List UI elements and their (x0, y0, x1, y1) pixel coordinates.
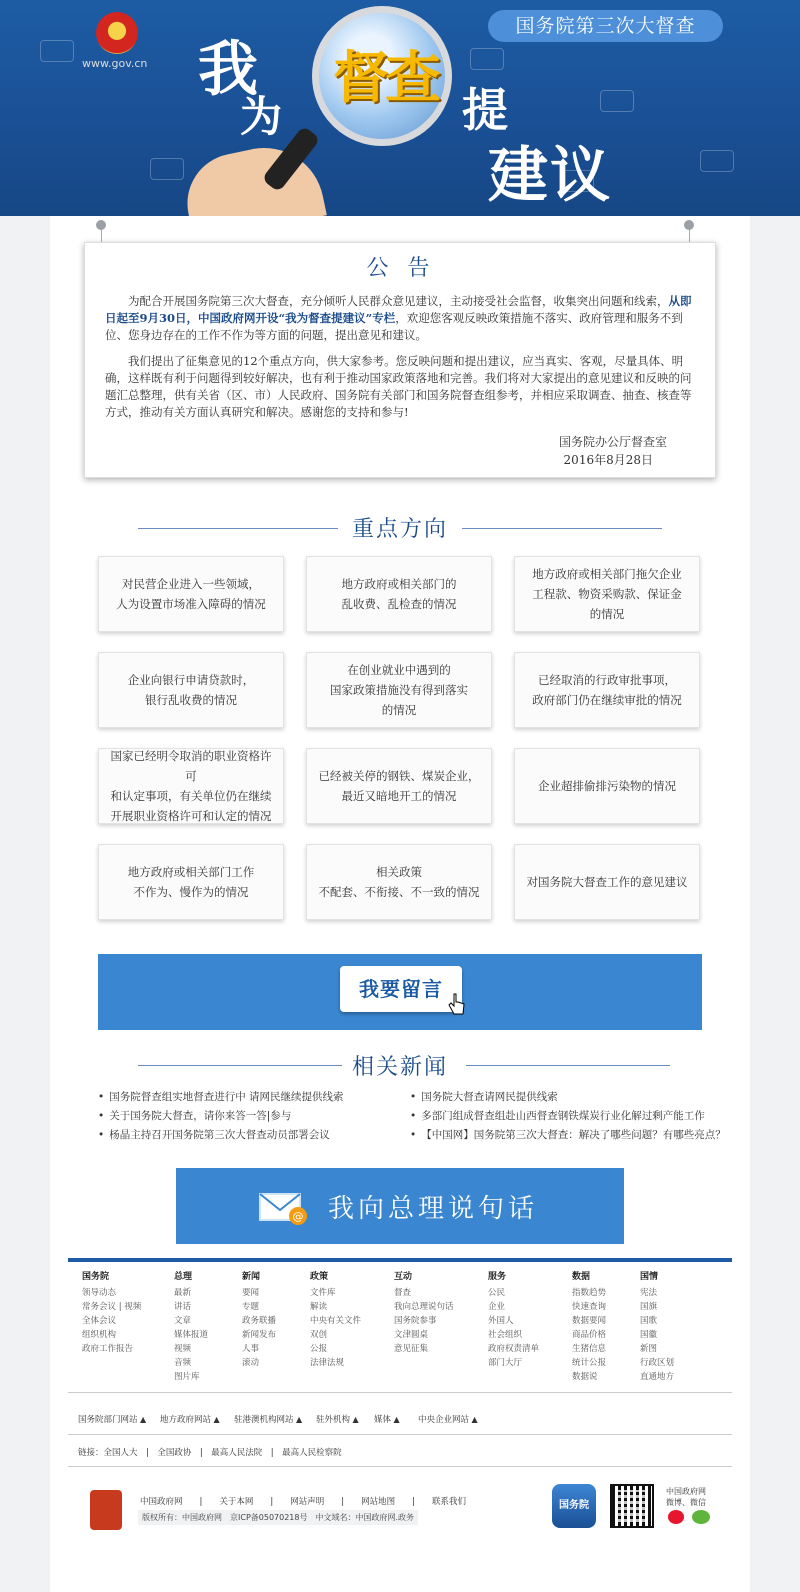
footer-link[interactable]: 快速查询 (572, 1302, 607, 1312)
focus-item[interactable]: 对国务院大督查工作的意见建议 (514, 844, 700, 920)
footer-link[interactable]: 新图 (640, 1344, 658, 1354)
focus-item[interactable]: 相关政策 不配套、不衔接、不一致的情况 (306, 844, 492, 920)
title-char-ti: 提 (462, 83, 508, 137)
envelope-icon (258, 1182, 308, 1226)
footer-link[interactable]: 生猪信息 (572, 1344, 607, 1354)
footer-link[interactable]: 我向总理说句话 (394, 1302, 454, 1312)
footer-link[interactable]: 文章 (174, 1316, 192, 1326)
footer-link[interactable]: 解读 (310, 1302, 328, 1312)
footer-top-bar (68, 1258, 732, 1262)
footer-column-head[interactable]: 总理 (174, 1272, 193, 1282)
footer-link[interactable]: 国歌 (640, 1316, 658, 1326)
footer-link[interactable]: 文津圆桌 (394, 1330, 429, 1340)
footer-links-row[interactable]: 链接：全国人大 | 全国政协 | 最高人民法院 | 最高人民检察院 (78, 1448, 342, 1458)
footer-divider (68, 1434, 732, 1435)
copyright: 版权所有：中国政府网 京ICP备05070218号 中文域名：中国政府网.政务 (138, 1510, 418, 1525)
footer-link[interactable]: 新闻发布 (242, 1330, 277, 1340)
footer-link[interactable]: 政府工作报告 (82, 1344, 134, 1354)
footer-link[interactable]: 社会组织 (488, 1330, 523, 1340)
footer-column (488, 1270, 539, 1370)
footer-column-head[interactable]: 政策 (310, 1272, 329, 1282)
footer-link[interactable]: 政府权责清单 (488, 1344, 540, 1354)
news-section-title: 相关新闻 (351, 1055, 448, 1080)
focus-item[interactable]: 已经取消的行政审批事项， 政府部门仍在继续审批的情况 (514, 652, 700, 728)
footer-link[interactable]: 国徽 (640, 1330, 658, 1340)
title-duzha: 督查 (333, 46, 437, 111)
footer-link[interactable]: 统计公报 (572, 1358, 607, 1368)
weibo-icon[interactable] (668, 1510, 684, 1524)
news-link[interactable]: • 【中国网】国务院第三次大督查：解决了哪些问题？有哪些亮点？ (410, 1127, 726, 1142)
national-emblem-icon (96, 12, 138, 54)
news-link[interactable]: • 国务院大督查请网民提供线索 (410, 1089, 558, 1104)
footer-link[interactable]: 中央有关文件 (310, 1316, 362, 1326)
dropdown-dept-sites[interactable]: 国务院部门网站 ▲ (78, 1413, 146, 1425)
footer-link[interactable]: 公报 (310, 1344, 328, 1354)
gov-seal-icon (90, 1490, 122, 1530)
footer-column (640, 1270, 674, 1384)
notice-highlight: 从即日起至9月30日，中国政府网开设“我为督查提建议”专栏 (105, 294, 692, 325)
footer-link[interactable]: 双创 (310, 1330, 328, 1340)
footer-link[interactable]: 媒体报道 (174, 1330, 209, 1340)
footer-link[interactable]: 企业 (488, 1302, 506, 1312)
footer-column-head[interactable]: 互动 (394, 1272, 413, 1282)
focus-item[interactable]: 企业向银行申请贷款时， 银行乱收费的情况 (98, 652, 284, 728)
footer-link[interactable]: 指数趋势 (572, 1288, 607, 1298)
pin-icon (96, 220, 106, 230)
focus-item[interactable]: 对民营企业进入一些领域， 人为设置市场准入障碍的情况 (98, 556, 284, 632)
focus-section-title: 重点方向 (351, 517, 448, 542)
footer-column (242, 1270, 276, 1370)
footer-link[interactable]: 常务会议 | 视频 (82, 1302, 142, 1312)
footer-link[interactable]: 公民 (488, 1288, 506, 1298)
footer-link[interactable]: 督查 (394, 1288, 412, 1298)
footer-column (82, 1270, 141, 1356)
app-icon[interactable]: 国务院 (552, 1484, 596, 1528)
notice-text: 为配合开展国务院第三次大督查，充分倾听人民群众意见建议，主动接受社会监督，收集突出问题和线索， (128, 294, 669, 308)
hand-cursor-icon (448, 992, 466, 1018)
focus-item[interactable]: 企业超排偷排污染物的情况 (514, 748, 700, 824)
focus-item[interactable]: 地方政府或相关部门的 乱收费、乱检查的情况 (306, 556, 492, 632)
site-url: www.gov.cn (82, 57, 148, 70)
social-label-1: 中国政府网 (666, 1487, 706, 1496)
footer-link[interactable]: 文件库 (310, 1288, 336, 1298)
footer-link[interactable]: 视频 (174, 1344, 192, 1354)
qr-code-icon (610, 1484, 654, 1528)
footer-link[interactable]: 最新 (174, 1288, 192, 1298)
footer-link[interactable]: 组织机构 (82, 1330, 117, 1340)
footer-column (394, 1270, 454, 1356)
footer-column (174, 1270, 208, 1384)
notice-text: ，欢迎您客观反映政策措施不落实、政府管理和服务不到位、您身边存在的工作不作为等方面的问题，提出意见和建议。 (105, 311, 683, 342)
footer-column (572, 1270, 606, 1384)
message-band (98, 954, 702, 1030)
footer-bottom-links[interactable]: 中国政府网 | 关于本网 | 网站声明 | 网站地图 | 联系我们 (140, 1497, 466, 1507)
pin-icon (684, 220, 694, 230)
footer-link[interactable]: 意见征集 (394, 1344, 429, 1354)
dropdown-soe-sites[interactable]: 中央企业网站 ▲ (418, 1413, 478, 1425)
footer-link[interactable]: 国务院参事 (394, 1316, 437, 1326)
dropdown-local-sites[interactable]: 地方政府网站 ▲ (160, 1413, 220, 1425)
dropdown-hk-macao-sites[interactable]: 驻港澳机构网站 ▲ (234, 1413, 302, 1425)
campaign-tag: 国务院第三次大督查 (488, 10, 723, 42)
footer-link[interactable]: 讲话 (174, 1302, 192, 1312)
focus-item[interactable]: 国家已经明令取消的职业资格许可 和认定事项，有关单位仍在继续 开展职业资格许可和认定的情况 (98, 748, 284, 824)
dropdown-media[interactable]: 媒体 ▲ (374, 1413, 400, 1425)
notice-date: 2016年8月28日 (563, 453, 653, 467)
footer-link[interactable]: 行政区划 (640, 1358, 675, 1368)
dropdown-overseas-sites[interactable]: 驻外机构 ▲ (316, 1413, 359, 1425)
notice-paragraph-1 (105, 293, 697, 344)
news-link[interactable]: • 杨晶主持召开国务院第三次大督查动员部署会议 (98, 1127, 330, 1142)
footer-link[interactable]: 国旗 (640, 1302, 658, 1312)
svg-text:@: @ (292, 1210, 304, 1223)
footer-link[interactable]: 领导动态 (82, 1288, 117, 1298)
notice-board (84, 242, 716, 478)
footer-divider (68, 1466, 732, 1467)
footer-link[interactable]: 人事 (242, 1344, 260, 1354)
talk-to-premier-banner[interactable] (176, 1168, 624, 1244)
footer-link[interactable]: 音频 (174, 1358, 192, 1368)
footer-column-head[interactable]: 服务 (488, 1272, 507, 1282)
footer-link[interactable]: 数据要闻 (572, 1316, 607, 1326)
notice-paragraph-2: 我们提出了征集意见的12个重点方向，供大家参考。您反映问题和提出建议，应当真实、客观，尽量具体、明确，这样既有利于问题得到较好解决，也有利于推动国家政策落地和完善。我们将对大家提出的意见建议和反映的问题汇总整理，供有关省（区、市）人民政府、国务院有关部门和国务院督查组参考，并相应采取调查、抽查、核查等方式，推动有关方面认真研究和解决。感谢您的支持和参与! (105, 354, 692, 419)
news-link[interactable]: • 国务院督查组实地督查进行中 请网民继续提供线索 (98, 1089, 344, 1104)
footer-divider (68, 1392, 732, 1393)
focus-item[interactable]: 地方政府或相关部门拖欠企业 工程款、物资采购款、保证金 的情况 (514, 556, 700, 632)
footer-link[interactable]: 要闻 (242, 1288, 260, 1298)
footer-link[interactable]: 专题 (242, 1302, 260, 1312)
title-char-wei: 为 (240, 92, 283, 141)
focus-item[interactable]: 在创业就业中遇到的 国家政策措施没有得到落实 的情况 (306, 652, 492, 728)
footer-link[interactable]: 数据说 (572, 1372, 598, 1382)
footer-link[interactable]: 外国人 (488, 1316, 514, 1326)
social-label (666, 1486, 706, 1508)
footer-link[interactable]: 滚动 (242, 1358, 260, 1368)
footer-link[interactable]: 全体会议 (82, 1316, 117, 1326)
notice-signer: 国务院办公厅督查室 (558, 435, 667, 449)
title-char-wo: 我 (198, 35, 258, 105)
footer-column-head[interactable]: 国务院 (82, 1272, 110, 1282)
title-jianyi: 建议 (488, 141, 612, 211)
footer-column-head[interactable]: 新闻 (242, 1272, 261, 1282)
leave-message-button[interactable]: 我要留言 (340, 966, 462, 1012)
banner (0, 0, 800, 216)
focus-item[interactable]: 地方政府或相关部门工作 不作为、慢作为的情况 (98, 844, 284, 920)
footer-column (310, 1270, 361, 1370)
footer-link[interactable]: 部门大厅 (488, 1358, 523, 1368)
social-label-2: 微博、微信 (666, 1498, 706, 1507)
footer-link[interactable]: 政务联播 (242, 1316, 277, 1326)
footer-link[interactable]: 商品价格 (572, 1330, 607, 1340)
footer-column-head[interactable]: 国情 (640, 1272, 659, 1282)
news-link[interactable]: • 多部门组成督查组赴山西督查钢铁煤炭行业化解过剩产能工作 (410, 1108, 705, 1123)
footer-link[interactable]: 法律法规 (310, 1358, 345, 1368)
talk-to-premier-text: 我向总理说句话 (328, 1194, 539, 1224)
notice-title: 公 告 (366, 256, 436, 281)
news-link[interactable]: • 关于国务院大督查，请你来答一答|参与 (98, 1108, 291, 1123)
footer-link[interactable]: 图片库 (174, 1372, 200, 1382)
wechat-icon[interactable] (692, 1510, 710, 1524)
footer-column-head[interactable]: 数据 (572, 1272, 591, 1282)
footer-link[interactable]: 宪法 (640, 1288, 658, 1298)
footer-link[interactable]: 直通地方 (640, 1372, 675, 1382)
focus-item[interactable]: 已经被关停的钢铁、煤炭企业， 最近又暗地开工的情况 (306, 748, 492, 824)
